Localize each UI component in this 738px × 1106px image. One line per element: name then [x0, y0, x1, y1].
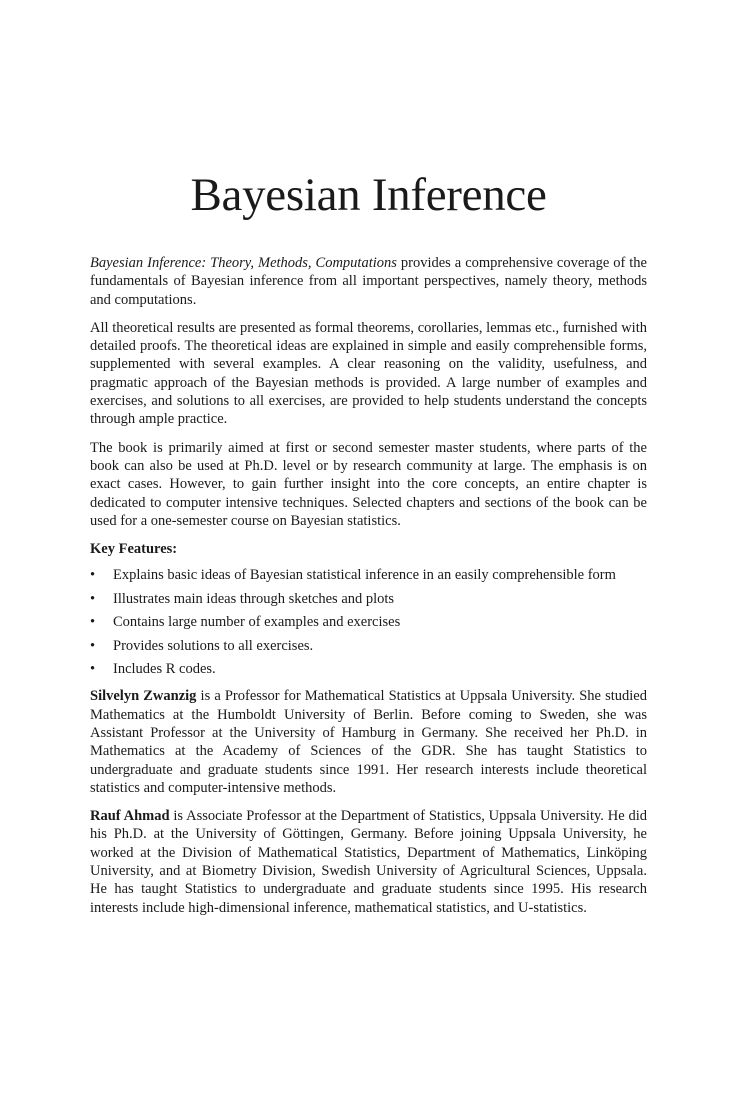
author-bio-ahmad	[90, 807, 647, 917]
list-item-text: Explains basic ideas of Bayesian statistical inference in an easily comprehensible form	[113, 567, 616, 584]
author-name: Silvelyn Zwanzig	[90, 688, 197, 705]
list-item-text: Illustrates main ideas through sketches and plots	[113, 590, 395, 607]
list-item-text: Includes R codes.	[113, 661, 216, 678]
book-title-italic: Bayesian Inference: Theory, Methods, Computations	[90, 255, 397, 271]
bullet-icon: •	[90, 637, 96, 654]
theory-paragraph: All theoretical results are presented as formal theorems, corollaries, lemmas etc., furnished with detailed proofs. The theoretical ideas are explained in simple and easily comprehensible forms, supplemented with several examples. A clear reasoning on the validity, usefulness, and pragmatic approach of the Bayesian methods is provided. A large number of examples and exercises, and solutions to all exercises, are provided to help students understand the concepts through ample practice.	[90, 319, 647, 428]
key-features-list	[90, 566, 647, 678]
bullet-icon: •	[90, 590, 96, 607]
description-body	[90, 254, 647, 927]
list-item	[90, 637, 647, 655]
list-item	[90, 566, 647, 584]
list-item	[90, 590, 647, 608]
bullet-icon: •	[90, 614, 96, 631]
bullet-icon: •	[90, 661, 96, 678]
intro-text: provides a comprehensive coverage of the fundamentals of Bayesian inference from all important perspectives, namely theory, methods and computations.	[90, 255, 647, 308]
author-bio-text: is Associate Professor at the Department of Statistics, Uppsala University. He did his Ph.D. at the University of Göttingen, Germany. Before joining Uppsala University, he worked at the Division of Mathematical Statistics, Department of Mathematics, Linköping University, and at Biometry Division, Swedish University of Agricultural Sciences, Uppsala. He has taught Statistics to undergraduate and graduate students since 1995. His research interests include high-dimensional inference, mathematical statistics, and U-statistics.	[90, 808, 647, 916]
author-bio-zwanzig	[90, 687, 647, 797]
bullet-icon: •	[90, 567, 96, 584]
audience-paragraph: The book is primarily aimed at first or second semester master students, where parts of the book can also be used at Ph.D. level or by research community at large. The emphasis is on exact cases. However, to gain further insight into the core concepts, an entire chapter is dedicated to computer intensive techniques. Selected chapters and sections of the book can be used for a one-semester course on Bayesian statistics.	[90, 439, 647, 529]
list-item-text: Contains large number of examples and exercises	[113, 614, 401, 631]
intro-paragraph	[90, 254, 647, 309]
page-title: Bayesian Inference	[190, 169, 547, 221]
key-features-heading: Key Features:	[90, 541, 178, 558]
author-bio-text: is a Professor for Mathematical Statistics at Uppsala University. She studied Mathematics at the Humboldt University of Berlin. Before coming to Sweden, she was Assistant Professor at the University of Hamburg in Germany. She received her Ph.D. in Mathematics at the Academy of Sciences of the GDR. She has taught Statistics to undergraduate and graduate students since 1991. Her research interests include theoretical statistics and computer-intensive methods.	[90, 688, 647, 796]
author-name: Rauf Ahmad	[90, 808, 170, 825]
list-item	[90, 613, 647, 631]
list-item	[90, 660, 647, 678]
list-item-text: Provides solutions to all exercises.	[113, 637, 314, 654]
